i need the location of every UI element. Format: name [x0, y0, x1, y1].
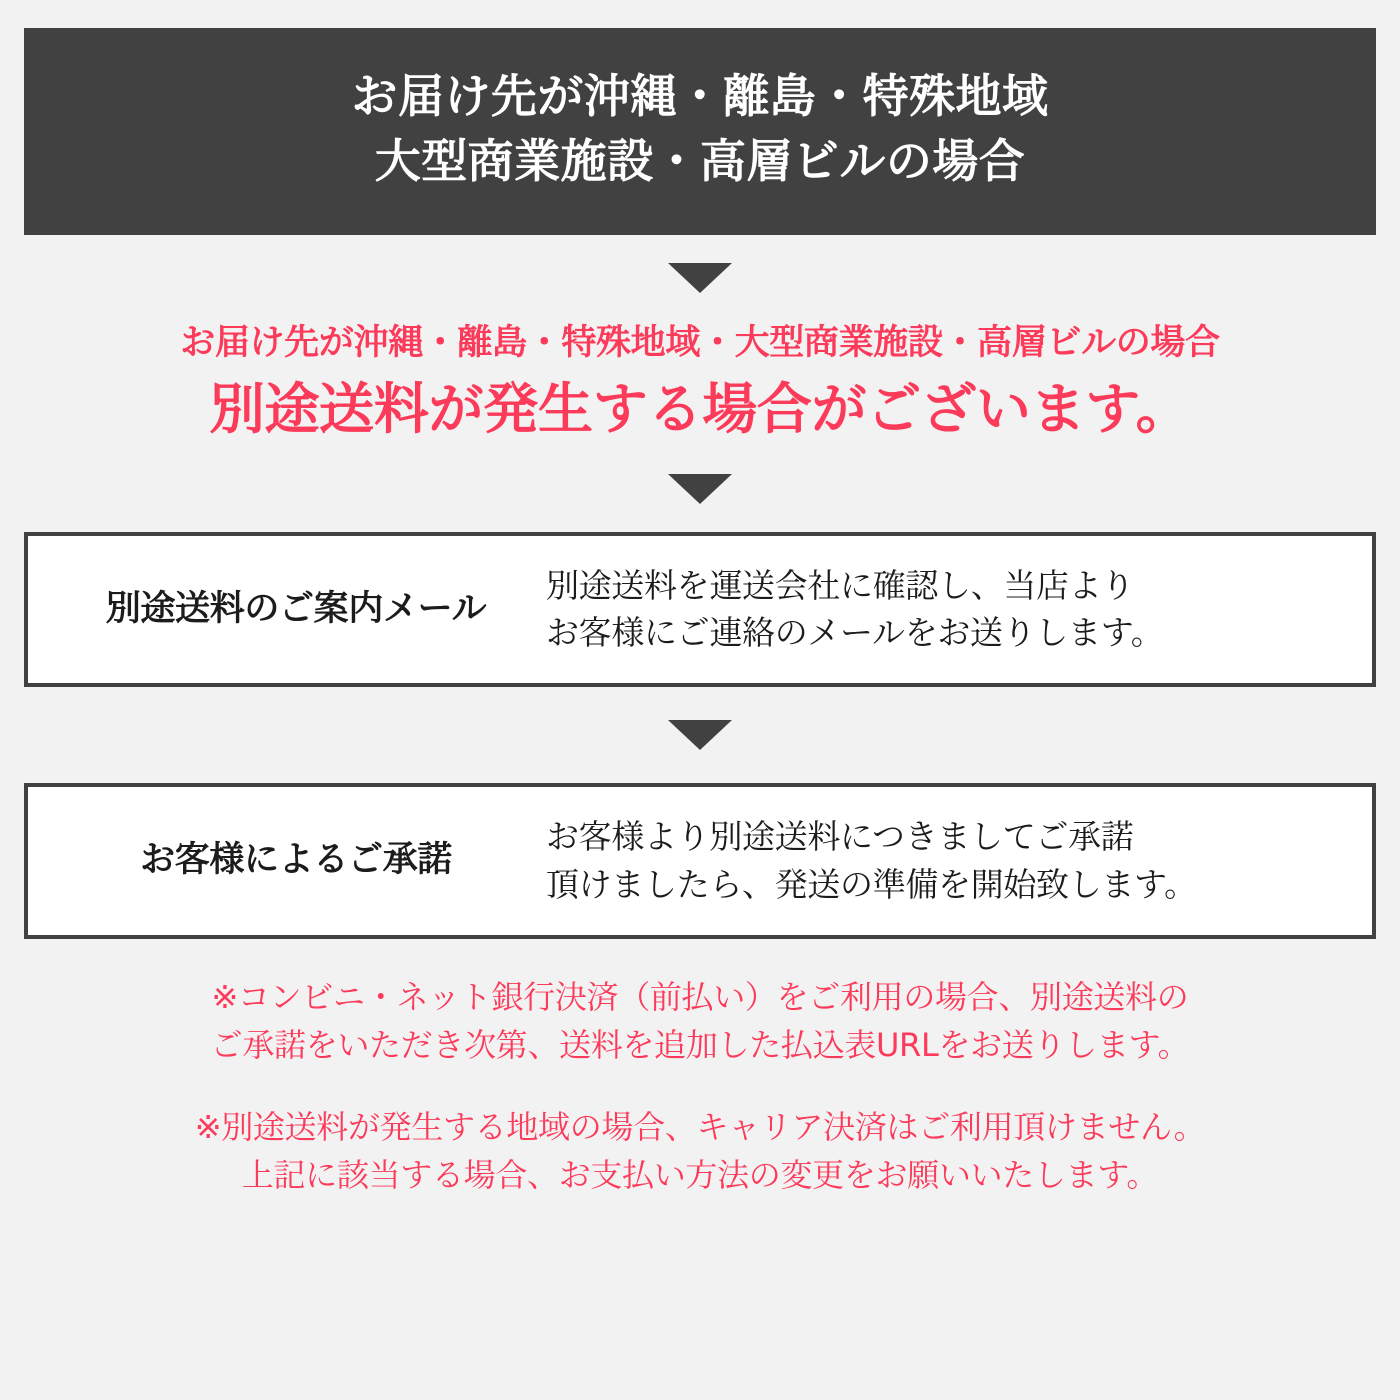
footer-notes	[24, 973, 1376, 1199]
step-description-line: お客様より別途送料につきましてご承諾	[546, 817, 1134, 857]
header-banner	[24, 28, 1376, 235]
note-line: ご承諾をいただき次第、送料を追加した払込表URLをお送りします。	[210, 1026, 1190, 1064]
emphasis-condition: お届け先が沖縄・離島・特殊地域・大型商業施設・高層ビルの場合	[180, 322, 1220, 363]
header-title-line-2: 大型商業施設・高層ビルの場合	[374, 134, 1026, 189]
note-carrier-payment	[24, 1103, 1376, 1199]
header-title-line-1: お届け先が沖縄・離島・特殊地域	[351, 69, 1049, 123]
step-box-email-notice	[24, 532, 1376, 688]
emphasis-block	[24, 321, 1376, 446]
step-description-line: お客様にご連絡のメールをお送りします。	[546, 613, 1164, 653]
step-description-line: 頂けましたら、発送の準備を開始致します。	[546, 865, 1197, 905]
step-description	[546, 813, 1354, 909]
step-label: 別途送料のご案内メール	[105, 588, 487, 629]
arrow-down-3	[24, 687, 1376, 783]
note-prepayment	[24, 973, 1376, 1069]
triangle-down-icon	[668, 263, 732, 293]
emphasis-statement: 別途送料が発生する場合がございます。	[209, 377, 1191, 442]
step-box-customer-consent	[24, 783, 1376, 939]
note-line: 上記に該当する場合、お支払い方法の変更をお願いいたします。	[241, 1156, 1159, 1194]
step-description-line: 別途送料を運送会社に確認し、当店より	[546, 565, 1135, 605]
note-line: ※コンビニ・ネット銀行決済（前払い）をご利用の場合、別途送料の	[211, 978, 1189, 1016]
note-line: ※別途送料が発生する地域の場合、キャリア決済はご利用頂けません。	[194, 1108, 1206, 1146]
triangle-down-icon	[668, 720, 732, 750]
step-label: お客様によるご承諾	[140, 840, 452, 881]
triangle-down-icon	[668, 474, 732, 504]
arrow-down-1	[24, 235, 1376, 321]
step-description	[546, 562, 1354, 658]
arrow-down-2	[24, 446, 1376, 532]
